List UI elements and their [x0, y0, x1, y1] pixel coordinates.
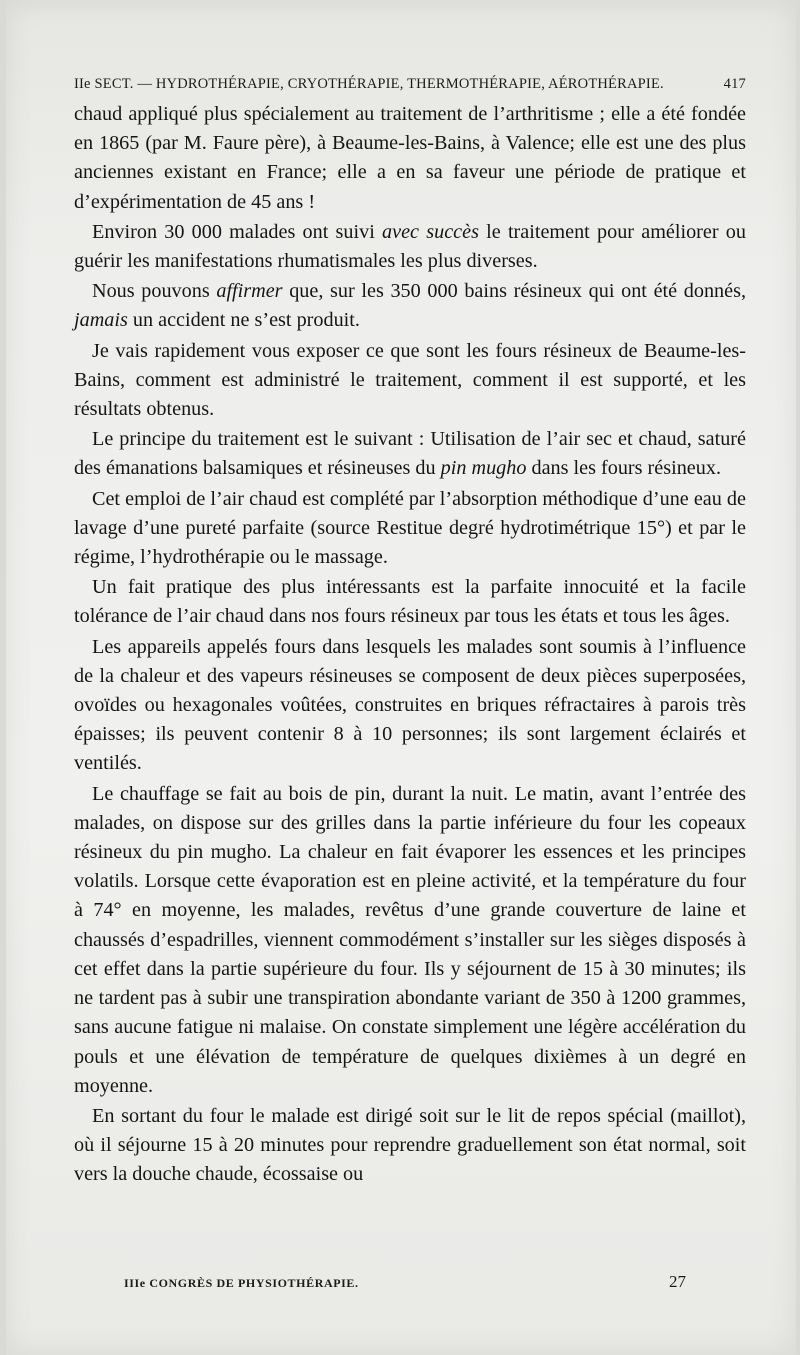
page-footer — [74, 1272, 746, 1294]
paragraph-text: Nous pouvons — [92, 280, 217, 303]
paragraph — [74, 573, 746, 631]
paragraph-text: chaud appliqué plus spécialement au traitement de l’arthritisme ; elle a été fondée en 1865 (par M. Faure père), à Beaume-les-Bains, à Valence; elle est une des plus anciennes existant en France; elle a en sa faveur une période de pratique et d’expérimentation de 45 ans ! — [74, 103, 746, 213]
emphasis: affirmer — [216, 280, 283, 303]
paragraph-text: que, sur les 350 000 bains résineux qui ont été donnés, — [282, 280, 746, 303]
paragraph-text: dans les fours résineux. — [526, 457, 721, 480]
body-text — [74, 100, 746, 1190]
paragraph-text: un accident ne s’est produit. — [127, 309, 360, 332]
emphasis: jamais — [74, 309, 128, 332]
running-header — [74, 76, 746, 96]
emphasis: pin mugho — [440, 457, 527, 480]
running-title: IIe SECT. — HYDROTHÉRAPIE, CRYOTHÉRAPIE, THERMOTHÉRAPIE, AÉROTHÉRAPIE. — [74, 76, 664, 92]
paragraph — [74, 633, 746, 779]
paragraph-text: Je vais rapidement vous exposer ce que sont les fours résineux de Beaume-les-Bains, comment est administré le traitement, comment il est supporté, et les résultats obtenus. — [74, 339, 746, 421]
paragraph-text: le traitement pour améliorer ou guérir les manifestations rhumatismales les plus diverses. — [74, 220, 746, 273]
paragraph-text: Le chauffage se fait au bois de pin, durant la nuit. Le matin, avant l’entrée des malades, on dispose sur des grilles dans la partie inférieure du four les copeaux résineux du pin mugho. La chaleur en fait évaporer les essences et les principes volatils. Lorsque cette évaporation est en pleine activité, et la température du four à 74° en moyenne, les malades, revêtus d’une grande couverture de laine et chaussés d’espadrilles, viennent commodément s’installer sur les sièges disposés à cet effet dans la partie supérieure du four. Ils y séjournent de 15 à 30 minutes; ils ne tardent pas à subir une transpiration abondante variant de 350 à 1200 grammes, sans aucune fatigue ni malaise. On constate simplement une légère accélération du pouls et une élévation de température de quelques dixièmes à un degré en moyenne. — [74, 782, 746, 1097]
paragraph — [74, 277, 746, 335]
paragraph — [74, 1102, 746, 1190]
emphasis: avec succès — [382, 220, 479, 243]
paragraph-text: Le principe du traitement est le suivant : Utilisation de l’air sec et chaud, saturé des émanations balsamiques et résineuses du — [74, 428, 746, 480]
paragraph — [74, 485, 746, 573]
scanned-page — [6, 0, 796, 1355]
paragraph — [74, 780, 746, 1101]
paragraph — [74, 337, 746, 425]
paragraph-text: Les appareils appelés fours dans lesquels les malades sont soumis à l’influence de la chaleur et des vapeurs résineuses se composent de deux pièces superposées, ovoïdes ou hexagonales voûtées, construites en briques réfractaires à parois très épaisses; ils peuvent contenir 8 à 10 personnes; ils sont largement éclairés et ventilés. — [74, 635, 746, 775]
congress-footer: IIIe CONGRÈS DE PHYSIOTHÉRAPIE. — [124, 1276, 359, 1290]
signature-mark: 27 — [669, 1272, 686, 1291]
paragraph-text: Cet emploi de l’air chaud est complété par l’absorption méthodique d’une eau de lavage d’une pureté parfaite (source Restitue degré hydrotimétrique 15°) et par le régime, l’hydrothérapie ou le massage. — [74, 487, 746, 569]
paragraph-text: En sortant du four le malade est dirigé soit sur le lit de repos spécial (maillot), où il séjourne 15 à 20 minutes pour reprendre graduellement son état normal, soit vers la douche chaude, écossaise ou — [74, 1104, 746, 1186]
paragraph — [74, 100, 746, 217]
paragraph — [74, 425, 746, 483]
paragraph-text: Environ 30 000 malades ont suivi — [92, 220, 383, 243]
page-number: 417 — [723, 76, 746, 92]
paragraph-text: Un fait pratique des plus intéressants est la parfaite innocuité et la facile tolérance de l’air chaud dans nos fours résineux par tous les états et tous les âges. — [74, 576, 746, 628]
paragraph — [74, 218, 746, 276]
